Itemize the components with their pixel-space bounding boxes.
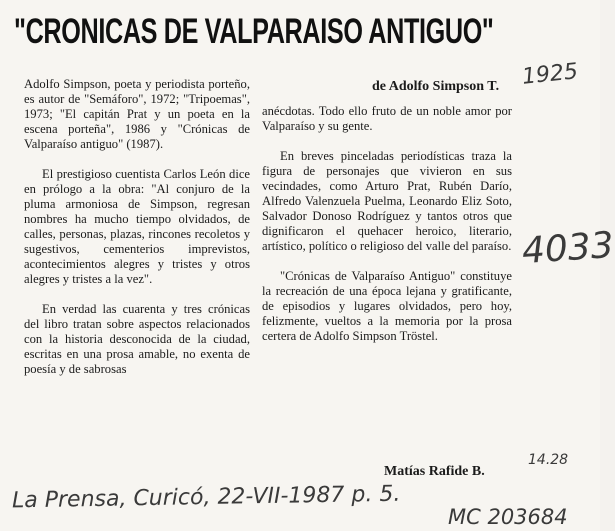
handwritten-archive-number: MC 203684 [448, 505, 568, 529]
article-byline: de Adolfo Simpson T. [372, 79, 500, 94]
paragraph-prologue-quote: El prestigioso cuentista Carlos León dice en prólogo a la obra: "Al conjuro de la pluma armoniosa de Simpson, regresan nombres ha mucho tiempo olvidados, de calles, personas, plazas, rincones recoletos y sugestivos, cementerios imprevistos, acontecimientos alegres y tristes y otros alegres y tristes a la vez". [24, 167, 250, 286]
paragraph-continuation: anécdotas. Todo ello fruto de un noble amor por Valparaíso y su gente. [262, 104, 512, 133]
paragraph-conclusion: "Crónicas de Valparaíso Antiguo" constituye la recreación de una época lejana y gratificante, de episodios y lugares olvidados, pero hoy, felizmente, vueltos a la memoria por la prosa certera de Adolfo Simpson Tröstel. [262, 269, 512, 343]
paragraph-intro: Adolfo Simpson, poeta y periodista porteño, es autor de "Semáforo", 1972; "Tripoemas", 1973; "El capitán Prat y un poeta en la escena porteña", 1986 y "Crónicas de Valparaíso antiguo" (1987). [24, 77, 250, 151]
handwritten-number-note: 14.28 [528, 452, 569, 468]
article-headline: "CRONICAS DE VALPARAISO ANTIGUO" [14, 12, 494, 51]
handwritten-source-note: La Prensa, Curicó, 22-VII-1987 p. 5. [11, 481, 401, 514]
review-signature: Matías Rafide B. [384, 464, 485, 479]
left-text-column [24, 77, 250, 377]
paragraph-chronicles: En verdad las cuarenta y tres crónicas del libro tratan sobre aspectos relacionados con la historia desconocida de la ciudad, escritas en una prosa amable, no exenta de poesía y de sabrosas [24, 302, 250, 376]
right-text-column [262, 104, 512, 344]
handwritten-year-note: 1925 [520, 59, 580, 90]
handwritten-code-note: 4033 [520, 224, 615, 273]
paragraph-characters: En breves pinceladas periodísticas traza la figura de personajes que vivieron en sus vecindades, como Arturo Prat, Rubén Darío, Alfredo Valenzuela Puelma, Leonardo Eliz Soto, Salvador Donoso Rodríguez y tantos otros que dignificaron el quehacer heroico, literario, artístico, político o religioso del valle del paraíso. [262, 149, 512, 253]
